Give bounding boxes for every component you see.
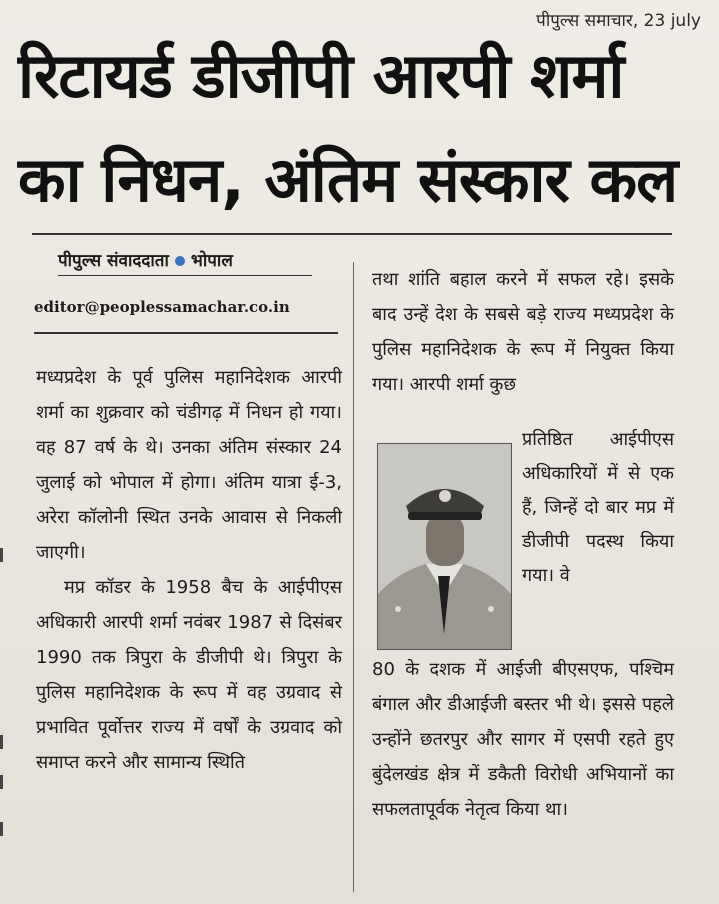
paragraph-5: 80 के दशक में आईजी बीएसएफ, पश्चिम बंगाल और डीआईजी बस्तर भी थे। इससे पहले उन्होंने छतरपुर और सागर में एसपी रहते हुए बुंदेलखंड क्षेत्र में डकैती विरोधी अभियानों का सफलतापूर्वक नेतृत्व किया था। — [372, 659, 674, 820]
officer-portrait-photo — [377, 443, 512, 650]
article-column-1 — [36, 360, 342, 780]
portrait-illustration — [378, 444, 511, 649]
paragraph-1: मध्यप्रदेश के पूर्व पुलिस महानिदेशक आरपी शर्मा का शुक्रवार को चंडीगढ़ में निधन हो गया। वह 87 वर्ष के थे। उनका अंतिम संस्कार 24 जुलाई को भोपाल में होगा। अंतिम यात्रा ई-3, अरेरा कॉलोनी स्थित उनके आवास से निकली जाएगी। — [36, 367, 342, 563]
paragraph-4: प्रतिष्ठित आईपीएस अधिकारियों में से एक हैं, जिन्हें दो बार मप्र में डीजीपी पदस्थ किया गया। वे — [522, 429, 674, 586]
bullet-dot-icon — [175, 256, 185, 266]
article-column-2-bottom — [372, 652, 674, 827]
column-divider — [353, 262, 354, 892]
dateline-city: भोपाल — [190, 251, 233, 271]
email-divider — [34, 332, 338, 334]
byline — [58, 248, 233, 271]
headline-divider — [32, 233, 672, 235]
reporter-name: पीपुल्स संवाददाता — [58, 251, 169, 271]
paragraph-2: मप्र कॉडर के 1958 बैच के आईपीएस अधिकारी आरपी शर्मा नवंबर 1987 से दिसंबर 1990 तक त्रिपुरा के डीजीपी थे। त्रिपुरा के पुलिस महानिदेशक के रूप में वह उग्रवाद से प्रभावित पूर्वोत्तर राज्य में वर्षों के उग्रवाद को समाप्त करने और सामान्य स्थिति — [36, 577, 342, 773]
article-column-2-top — [372, 262, 674, 402]
source-line: पीपुल्स समाचार, 23 july — [536, 11, 701, 31]
margin-mark — [0, 822, 3, 836]
headline-line-2: का निधन, अंतिम संस्कार कल — [18, 143, 678, 216]
margin-mark — [0, 735, 3, 749]
byline-underline — [58, 275, 312, 276]
paragraph-3: तथा शांति बहाल करने में सफल रहे। इसके बाद उन्हें देश के सबसे बड़े राज्य मध्यप्रदेश के पुलिस महानिदेशक के रूप में नियुक्त किया गया। आरपी शर्मा कुछ — [372, 269, 674, 395]
margin-mark — [0, 775, 3, 789]
article-text-beside-photo — [522, 423, 674, 593]
editor-email: editor@peoplessamachar.co.in — [34, 298, 290, 316]
headline-line-1: रिटायर्ड डीजीपी आरपी शर्मा — [18, 39, 624, 112]
margin-mark — [0, 548, 3, 562]
